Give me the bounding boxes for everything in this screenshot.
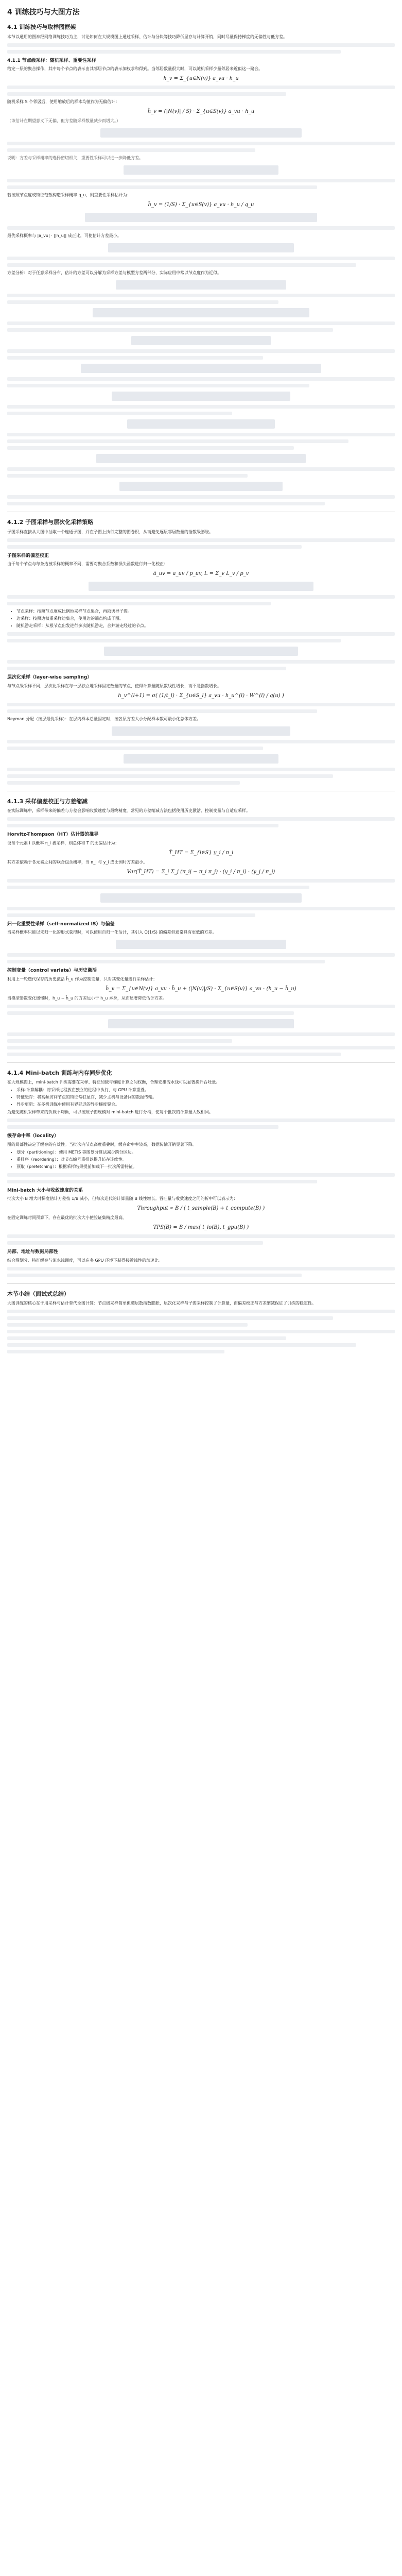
- subsection-heading-4-1-1: 4.1.1 节点级采样：随机采样、重要性采样: [7, 58, 96, 63]
- text-line: [7, 1039, 232, 1043]
- text-line: [7, 602, 271, 605]
- paragraph: 批次大小 B 增大时梯度估计方差按 1/B 减小，但每次迭代的计算量随 B 线性增长。吞吐量与收敛速度之间的折中可以表示为：: [7, 1196, 238, 1201]
- list-item: • 特征缓存：将高频访问节点的特征常驻显存，减少主机与设备间的数据传输。: [16, 1094, 395, 1100]
- text-line: [7, 1316, 333, 1320]
- text-line: [7, 1118, 395, 1122]
- text-line: [7, 356, 263, 360]
- paragraph: 给定一层的聚合操作，其中每个节点的表示由其邻居节点的表示加权求和得到。当邻居数量很大时，可以随机采样少量邻居来近似这一聚合。: [7, 66, 263, 71]
- section-divider: [7, 1062, 395, 1063]
- equation-block: [100, 893, 302, 903]
- text-line: [7, 747, 263, 750]
- subsection-heading: 局部、地址与数据局部性: [7, 1249, 59, 1255]
- list-item: • 采样-计算解耦：将采样过程放在独立的进程中执行，与 GPU 计算重叠。: [16, 1087, 395, 1093]
- paragraph: 其方差依赖于各元素之间的联合包含概率，当 π_i 与 y_i 成比例时方差最小。: [7, 859, 148, 865]
- text-line: [7, 86, 395, 89]
- text-line: [7, 321, 395, 325]
- text-line: [7, 50, 341, 54]
- paragraph: 若按照节点度或特征范数构造采样概率 q_u，则重要性采样估计为：: [7, 193, 131, 197]
- paragraph: 在实际训练中，采样带来的偏差与方差会影响收敛速度与最终精度。常见的方差缩减方法包括使用历史激活、控制变量与自适应采样。: [7, 808, 250, 813]
- equation-block: [100, 128, 302, 138]
- chapter-title: 4 训练技巧与大图方法: [7, 8, 80, 16]
- equation: ĥ_v = Σ_{u∈N(v)} a_vu · h̄_u + (|N(v)|/S) · Σ_{u∈S(v)} a_vu · (h_u − h̄_u): [106, 986, 296, 992]
- paragraph: 大图训练的核心在于用采样与估计替代全图计算：节点级采样简单但随层数指数膨胀，层次化采样与子图采样控制了计算量，而偏差校正与方差缩减保证了训练的稳定性。: [7, 1301, 316, 1306]
- paragraph: 结合图划分、特征缓存与流水线调度，可以在多 GPU 环境下获得接近线性的加速比。: [7, 1258, 163, 1263]
- text-line: [7, 632, 395, 636]
- equation: TPS(B) = B / max( t_io(B), t_gpu(B) ): [153, 1225, 249, 1230]
- text-line: [7, 384, 309, 387]
- text-line: [7, 538, 395, 542]
- list-item: • 划分（partitioning）：使用 METIS 等图划分算法减少跨分区边。: [16, 1149, 395, 1156]
- text-line: [7, 439, 348, 443]
- text-line: [7, 1274, 302, 1277]
- list-item: • 异步更新：在多机训练中使用有界延迟的异步梯度聚合。: [16, 1101, 395, 1108]
- equation-block: [96, 454, 306, 463]
- text-line: [7, 1053, 341, 1056]
- equation: T̂_HT = Σ_{i∈S} y_i / π_i: [168, 850, 234, 856]
- text-line: [7, 263, 356, 267]
- text-line: [7, 294, 395, 297]
- text-line: [7, 1330, 395, 1333]
- text-line: [7, 774, 333, 778]
- subsection-heading: 子图采样的偏差校正: [7, 553, 49, 558]
- subsection-heading: Horvitz-Thompson（HT）估计器的推导: [7, 832, 99, 837]
- text-line: [7, 545, 302, 549]
- text-line: [7, 667, 286, 670]
- text-line: [7, 1310, 395, 1313]
- equation-block: [89, 582, 313, 591]
- equation: ã_uv = a_uv / p_uv, L = Σ_v L_v / p_v: [153, 571, 249, 577]
- text-line: [7, 1005, 395, 1008]
- text-line: [7, 1011, 294, 1015]
- text-line: [7, 907, 395, 910]
- text-line: [7, 474, 248, 478]
- paragraph: 当采样概率只能以未归一化的形式获得时，可以使用自归一化估计，其引入 O(1/S) 的偏差但通常具有更低的方差。: [7, 930, 217, 935]
- subsection-heading: 控制变量（control variate）与历史激活: [7, 968, 97, 973]
- text-line: [7, 179, 395, 182]
- list-item: • 节点采样：按照节点度成比例地采样节点集合，再取诱导子图。: [16, 608, 395, 615]
- equation-block: [81, 364, 321, 373]
- text-line: [7, 92, 286, 96]
- section-divider: [7, 1283, 395, 1284]
- text-line: [7, 148, 255, 152]
- paragraph: 方差分析：对于任意采样分布，估计的方差可以分解为采样方差与模型方差两部分，实际应用中常以节点度作为近似。: [7, 270, 221, 275]
- text-line: [7, 142, 395, 145]
- text-line: [7, 185, 317, 189]
- text-line: [7, 953, 395, 957]
- equation-block: [112, 726, 290, 736]
- paragraph: 本节以通用的图神经网络训练技巧为主，讨论如何在大规模图上通过采样、估计与分块等技巧降低显存与计算开销，同时尽量保持梯度的无偏性与低方差。: [7, 34, 287, 39]
- section-heading-4-1-3: 4.1.3 采样偏差校正与方差缩减: [7, 798, 88, 805]
- paragraph: 在固定训练时间预算下，存在最优的批次大小使验证集精度最高。: [7, 1215, 127, 1220]
- text-line: [7, 913, 255, 917]
- note: （该估计在期望意义下无偏，但方差随采样数量减少而增大。）: [7, 118, 120, 123]
- equation-block: [127, 419, 274, 429]
- text-line: [7, 1032, 395, 1036]
- text-line: [7, 1323, 248, 1327]
- text-line: [7, 879, 395, 883]
- text-line: [7, 467, 395, 471]
- text-line: [7, 703, 395, 706]
- paragraph: 最优采样概率与 |a_vu| · ||h_u|| 成正比，可使估计方差最小。: [7, 233, 121, 238]
- subsection-heading: Mini-batch 大小与收敛速度的关系: [7, 1188, 83, 1193]
- equation: ĥ_v = (|N(v)| / S) · Σ_{u∈S(v)} a_vu · h_u: [147, 109, 255, 114]
- text-line: [7, 1180, 317, 1183]
- section-heading-4-1-4: 4.1.4 Mini-batch 训练与内存同步优化: [7, 1069, 112, 1076]
- text-line: [7, 1125, 278, 1129]
- text-line: [7, 660, 395, 664]
- paragraph: 图的局部性决定了缓存的有效性。当批次内节点高度重叠时，缓存命中率较高，数据传输开销显著下降。: [7, 1142, 197, 1147]
- paragraph: 利用上一轮迭代保存的历史激活 h̄_u 作为控制变量，只对其变化量进行采样估计：: [7, 976, 158, 981]
- paragraph: 在大规模图上，mini-batch 训练需要在采样、特征加载与梯度计算之间权衡，合理安排流水线可以显著提升吞吐量。: [7, 1080, 220, 1084]
- equation-block: [124, 165, 278, 175]
- text-line: [7, 960, 325, 963]
- text-line: [7, 1350, 224, 1353]
- text-line: [7, 1267, 395, 1270]
- list-item: • 重排序（reordering）：对节点编号重排以提升访存连续性。: [16, 1157, 395, 1163]
- equation-block: [131, 336, 271, 345]
- equation-block: [116, 940, 286, 949]
- text-line: [7, 226, 395, 230]
- bullet-list: [16, 1149, 395, 1170]
- equation-block: [124, 754, 278, 764]
- equation-block: [119, 482, 282, 491]
- list-item: • 随机游走采样：从根节点出发进行多次随机游走，合并游走经过的节点。: [16, 623, 395, 629]
- text-line: [7, 300, 278, 304]
- text-line: [7, 446, 294, 450]
- text-line: [7, 502, 325, 505]
- text-line: [7, 639, 341, 642]
- paragraph: 由于每个节点与每条边被采样的概率不同，需要对聚合系数和损失函数进行归一化校正：: [7, 562, 168, 566]
- text-line: [7, 349, 395, 353]
- paragraph: Neyman 分配（按层最优采样）：在层内样本总量固定时，按各层方差大小分配样本数可最小化总体方差。: [7, 716, 201, 721]
- equation-block: [85, 213, 318, 222]
- text-line: [7, 781, 240, 785]
- section-heading-4-1: 4.1 训练技巧与取样图框架: [7, 24, 76, 30]
- equation: h_v^(l+1) = σ( (1/t_l) · Σ_{u∈S_l} a_vu · h_u^(l) · W^(l) / q(u) ): [118, 692, 284, 699]
- paragraph: 子图采样直接从大图中抽取一个连通子图，并在子图上执行完整的图卷积，从而避免逐层邻居数量的指数级膨胀。: [7, 529, 213, 534]
- text-line: [7, 1173, 395, 1177]
- equation-block: [93, 308, 310, 317]
- list-item: • 边采样：按照边权重采样边集合，使用边的端点构成子图。: [16, 616, 395, 622]
- paragraph: 与节点级采样不同，层次化采样在每一层独立地采样固定数量的节点，使得计算量随层数线性增长，而不是指数增长。: [7, 683, 221, 688]
- equation: Var(T̂_HT) = Σ_i Σ_j (π_ij − π_i π_j) · (y_i / π_i) · (y_j / π_j): [127, 869, 275, 875]
- paragraph: 当模型参数变化缓慢时，h_u − h̄_u 的方差远小于 h_u 本身，从而显著降低估计方差。: [7, 995, 167, 1001]
- bullet-list: [16, 608, 395, 629]
- equation: ĥ_v = (1/S) · Σ_{u∈S(v)} a_vu · h_u / q_u: [148, 202, 254, 208]
- text-line: [7, 740, 395, 743]
- text-line: [7, 1343, 356, 1347]
- text-line: [7, 405, 395, 409]
- bullet-list: [16, 1087, 395, 1108]
- section-heading-4-1-2: 4.1.2 子图采样与层次化采样策略: [7, 519, 94, 526]
- equation-block: [108, 1019, 294, 1028]
- text-line: [7, 412, 232, 415]
- text-line: [7, 709, 317, 713]
- subsection-heading: 缓存命中率（locality）: [7, 1133, 59, 1139]
- equation-block: [112, 392, 290, 401]
- text-line: [7, 817, 395, 821]
- subsection-heading: 层次化采样（layer-wise sampling）: [7, 675, 92, 680]
- equation: h_v = Σ_{u∈N(v)} a_vu · h_u: [163, 76, 239, 81]
- paragraph: 为避免随机采样带来的负载不均衡，可以按照子图规模对 mini-batch 进行分桶，使每个批次的计算量大致相同。: [7, 1110, 213, 1114]
- paragraph: 随机采样 S 个邻居后，使用缩放后的样本均值作为无偏估计：: [7, 99, 120, 104]
- text-line: [7, 43, 395, 47]
- note: 说明：方差与采样概率的选择密切相关，重要性采样可以进一步降低方差。: [7, 156, 143, 160]
- text-line: [7, 377, 395, 381]
- equation: Throughput ∝ B / ( t_sample(B) + t_compute(B) ): [137, 1206, 265, 1211]
- equation-block: [104, 647, 298, 656]
- text-line: [7, 1046, 395, 1049]
- text-line: [7, 1336, 286, 1340]
- text-line: [7, 257, 395, 260]
- text-line: [7, 824, 278, 827]
- text-line: [7, 495, 395, 499]
- subsection-heading: 归一化重要性采样（self-normalized IS）与偏差: [7, 921, 115, 927]
- text-line: [7, 886, 309, 889]
- equation-block: [116, 280, 286, 290]
- text-line: [7, 595, 395, 599]
- text-line: [7, 1234, 395, 1238]
- equation-block: [108, 243, 294, 252]
- summary-heading: 本节小结（面试式总结）: [7, 1290, 69, 1297]
- text-line: [7, 1241, 263, 1245]
- text-line: [7, 328, 333, 332]
- text-line: [7, 768, 395, 771]
- list-item: • 预取（prefetching）：根据采样结果提前加载下一批次所需特征。: [16, 1164, 395, 1170]
- paragraph: 设每个元素 i 以概率 π_i 被采样，则总体和 T 的无偏估计为：: [7, 840, 119, 845]
- text-line: [7, 433, 395, 436]
